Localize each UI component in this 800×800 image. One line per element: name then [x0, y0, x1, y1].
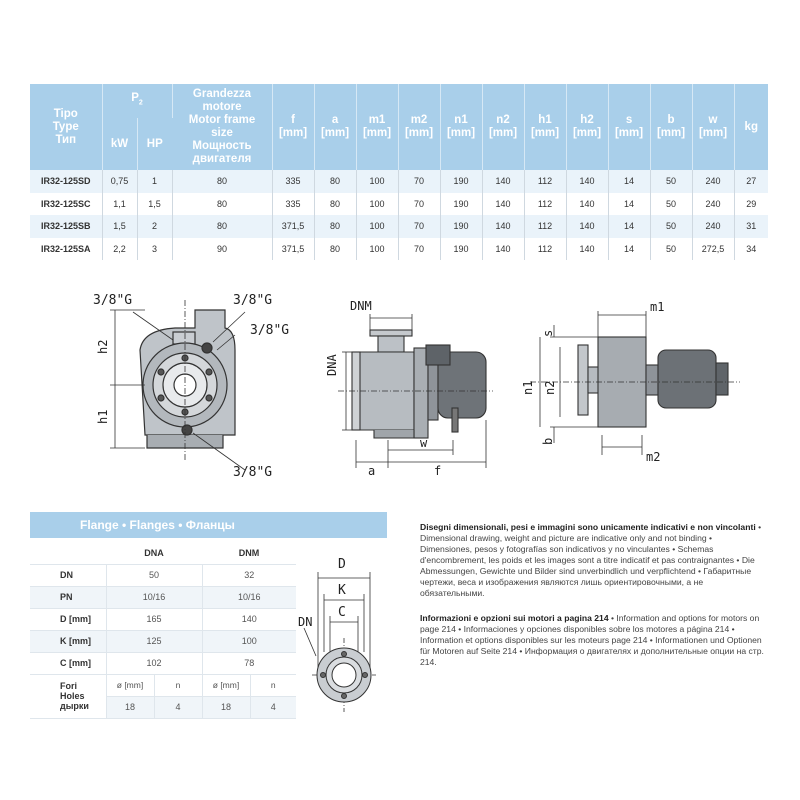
table-cell: 90: [172, 238, 272, 261]
col-f: f [mm]: [272, 84, 314, 170]
flange-holes-value: 18: [106, 696, 154, 718]
col-kg: kg: [734, 84, 768, 170]
flange-table: [30, 542, 296, 719]
table-cell: 140: [482, 170, 524, 193]
side-a-label: a: [368, 464, 376, 478]
side-w-label: w: [420, 436, 428, 450]
flange-row: [30, 586, 296, 608]
flange-value-dna: 50: [106, 564, 202, 586]
note-disclaimer: Disegni dimensionali, pesi e immagini sono unicamente indicativi e non vincolanti • Dimensional drawing, weight and picture are indicative only and not binding • Dimensiones, pesos y fotografías son indicativos y no vinculantes • Schemas d'encombrement, les poids et les images sont a titre indicatif et pas contraignantes • Die Abmessungen, Gewichte und Bilder sind unverbindlich und verpflichtend • Габаритные чертежи, веса и изображения являются лишь ориентировочными, а не обязательными.: [420, 522, 762, 598]
table-cell: 50: [650, 215, 692, 238]
table-cell: 100: [356, 215, 398, 238]
table-row: [30, 193, 768, 216]
col-w: w [mm]: [692, 84, 734, 170]
table-cell: 70: [398, 238, 440, 261]
flange-col-dna: DNA: [106, 542, 202, 564]
table-cell: 140: [566, 170, 608, 193]
front-port-right-label: 3/8"G: [250, 323, 290, 338]
table-cell: 140: [482, 238, 524, 261]
col-motor-frame: Grandezza motore Motor frame size Мощность двигателя: [172, 84, 272, 170]
table-cell: 14: [608, 238, 650, 261]
spec-body: [30, 170, 768, 260]
top-n1-label: n1: [521, 380, 535, 395]
table-cell: 29: [734, 193, 768, 216]
top-s-label: s: [541, 329, 555, 337]
flange-holes-sub: n: [154, 674, 202, 696]
flange-row: [30, 564, 296, 586]
front-port-bottom-label: 3/8"G: [233, 465, 273, 480]
table-cell: 240: [692, 215, 734, 238]
table-cell: 1: [137, 170, 172, 193]
front-h2-label: h2: [96, 339, 110, 354]
col-s: s [mm]: [608, 84, 650, 170]
col-h2: h2 [mm]: [566, 84, 608, 170]
table-cell: 80: [314, 238, 356, 261]
table-cell: 80: [172, 193, 272, 216]
col-a: a [mm]: [314, 84, 356, 170]
notes: [420, 522, 765, 682]
flange-value-dna: 125: [106, 630, 202, 652]
flange-row: [30, 630, 296, 652]
top-m1-label: m1: [650, 300, 665, 314]
flange-value-dnm: 78: [202, 652, 296, 674]
flange-row-label: C [mm]: [30, 652, 106, 674]
table-cell: 50: [650, 238, 692, 261]
table-cell: 80: [172, 170, 272, 193]
flange-row: [30, 608, 296, 630]
top-m2-label: m2: [646, 450, 661, 464]
model-cell: IR32-125SA: [30, 238, 102, 261]
col-m1: m1 [mm]: [356, 84, 398, 170]
col-hp: HP: [137, 118, 172, 170]
flange-row-label: PN: [30, 586, 106, 608]
table-cell: 272,5: [692, 238, 734, 261]
pump-side-view-drawing: [318, 290, 498, 480]
table-cell: 140: [566, 215, 608, 238]
table-cell: 100: [356, 238, 398, 261]
flange-c-label: C: [338, 605, 346, 620]
flange-value-dna: 165: [106, 608, 202, 630]
pump-front-view-drawing: [85, 290, 325, 490]
flange-value-dnm: 10/16: [202, 586, 296, 608]
flange-body: [30, 564, 296, 674]
flange-k-label: K: [338, 583, 346, 598]
table-cell: 14: [608, 193, 650, 216]
table-cell: 112: [524, 193, 566, 216]
table-cell: 70: [398, 170, 440, 193]
table-cell: 240: [692, 170, 734, 193]
front-port-top-left-label: 3/8"G: [93, 293, 133, 308]
col-n2: n2 [mm]: [482, 84, 524, 170]
flange-holes: [30, 674, 296, 718]
table-cell: 190: [440, 170, 482, 193]
model-cell: IR32-125SC: [30, 193, 102, 216]
flange-row-label: DN: [30, 564, 106, 586]
flange-holes-value: 4: [154, 696, 202, 718]
table-cell: 80: [314, 193, 356, 216]
table-cell: 140: [482, 193, 524, 216]
table-cell: 140: [482, 215, 524, 238]
pump-top-view-drawing: [510, 295, 750, 475]
flange-holes-sub: ø [mm]: [202, 674, 250, 696]
table-cell: 190: [440, 215, 482, 238]
flange-row: [30, 652, 296, 674]
table-cell: 335: [272, 170, 314, 193]
table-row: [30, 170, 768, 193]
flange-value-dna: 10/16: [106, 586, 202, 608]
top-b-label: b: [541, 437, 555, 445]
table-cell: 140: [566, 193, 608, 216]
table-cell: 70: [398, 193, 440, 216]
side-dnm-label: DNM: [350, 299, 372, 313]
side-dna-label: DNA: [325, 354, 339, 376]
table-cell: 240: [692, 193, 734, 216]
table-cell: 1,5: [137, 193, 172, 216]
flange-value-dnm: 100: [202, 630, 296, 652]
flange-holes-value: 18: [202, 696, 250, 718]
table-cell: 1,1: [102, 193, 137, 216]
table-cell: 31: [734, 215, 768, 238]
flange-d-label: D: [338, 557, 346, 572]
col-n1: n1 [mm]: [440, 84, 482, 170]
table-cell: 190: [440, 238, 482, 261]
front-h1-label: h1: [96, 409, 110, 424]
flange-holes-sub: ø [mm]: [106, 674, 154, 696]
side-f-label: f: [434, 464, 442, 478]
table-cell: 100: [356, 170, 398, 193]
table-cell: 112: [524, 238, 566, 261]
flange-holes-value: 4: [250, 696, 296, 718]
table-cell: 100: [356, 193, 398, 216]
table-row: [30, 238, 768, 261]
table-cell: 50: [650, 170, 692, 193]
flange-title: Flange • Flanges • Фланцы: [30, 512, 387, 538]
table-cell: 14: [608, 215, 650, 238]
col-tipo: Tipo Type Тип: [30, 84, 102, 170]
flange-disc: [317, 648, 371, 702]
flange-holes-label: Fori Holes дырки: [30, 674, 106, 718]
table-cell: 1,5: [102, 215, 137, 238]
flange-row-label: D [mm]: [30, 608, 106, 630]
table-cell: 335: [272, 193, 314, 216]
flange-value-dna: 102: [106, 652, 202, 674]
table-cell: 112: [524, 170, 566, 193]
table-cell: 27: [734, 170, 768, 193]
front-pump-body: [140, 310, 235, 448]
flange-col-dnm: DNM: [202, 542, 296, 564]
table-cell: 140: [566, 238, 608, 261]
table-cell: 371,5: [272, 215, 314, 238]
flange-panel: [30, 512, 387, 718]
table-cell: 80: [314, 170, 356, 193]
model-cell: IR32-125SD: [30, 170, 102, 193]
col-b: b [mm]: [650, 84, 692, 170]
table-cell: 2: [137, 215, 172, 238]
model-cell: IR32-125SB: [30, 215, 102, 238]
table-cell: 80: [314, 215, 356, 238]
table-row: [30, 215, 768, 238]
table-cell: 50: [650, 193, 692, 216]
table-cell: 70: [398, 215, 440, 238]
top-n2-label: n2: [543, 380, 557, 395]
table-cell: 112: [524, 215, 566, 238]
table-cell: 14: [608, 170, 650, 193]
flange-row-label: K [mm]: [30, 630, 106, 652]
note-motor-info: Informazioni e opzioni sui motori a pagina 214 • Information and options for motors on page 214 • Informaciones y opciones disponibles sobre los motores a página 214 • Information et options disponibles sur les moteurs page 214 • Informationen und Optionen für Motoren auf Seite 214 • Информация о двигателях и дополнительные опции на стр. 214.: [420, 613, 764, 667]
flange-drawing: [298, 548, 388, 718]
flange-value-dnm: 140: [202, 608, 296, 630]
table-cell: 371,5: [272, 238, 314, 261]
flange-value-dnm: 32: [202, 564, 296, 586]
front-port-top-right-label: 3/8"G: [233, 293, 273, 308]
table-cell: 3: [137, 238, 172, 261]
side-pump-body: [352, 330, 486, 438]
col-h1: h1 [mm]: [524, 84, 566, 170]
spec-table: [30, 84, 768, 260]
table-cell: 2,2: [102, 238, 137, 261]
table-cell: 190: [440, 193, 482, 216]
table-cell: 0,75: [102, 170, 137, 193]
col-kw: kW: [102, 118, 137, 170]
col-m2: m2 [mm]: [398, 84, 440, 170]
flange-dn-label: DN: [298, 615, 313, 629]
table-cell: 80: [172, 215, 272, 238]
table-cell: 34: [734, 238, 768, 261]
flange-holes-sub: n: [250, 674, 296, 696]
col-p2: $P_2$: [102, 84, 172, 118]
